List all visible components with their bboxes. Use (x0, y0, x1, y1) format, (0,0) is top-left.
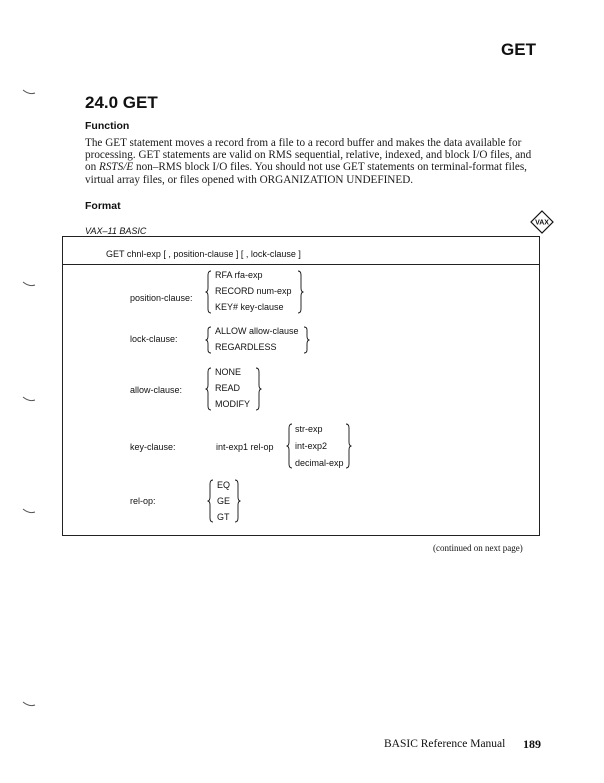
lock-clause-left-brace (205, 326, 213, 354)
binder-hole-mark (22, 700, 36, 708)
lock-option: REGARDLESS (215, 342, 277, 352)
rel-op-right-brace (233, 479, 241, 523)
allow-clause-right-brace (254, 367, 262, 411)
allow-option: READ (215, 383, 241, 393)
function-heading: Function (85, 120, 130, 132)
key-option: str-exp (295, 424, 323, 434)
key-option: int-exp2 (295, 441, 328, 451)
rel-op-option: EQ (217, 480, 231, 490)
lock-clause-right-brace (302, 326, 310, 354)
function-text-part1: The GET statement moves a record from a file to a record buffer and makes the data available for processing. GET statements are valid on RMS sequential, relative, indexed, and block I/O files, and on (85, 137, 532, 174)
binder-hole-mark (22, 507, 36, 515)
lock-option: ALLOW allow-clause (215, 326, 299, 336)
allow-clause-left-brace (205, 367, 213, 411)
allow-clause-label: allow-clause: (130, 385, 183, 395)
position-option: RFA rfa-exp (215, 270, 263, 280)
lock-clause-label: lock-clause: (130, 334, 178, 344)
platform-label: VAX–11 BASIC (85, 226, 147, 236)
position-clause-label: position-clause: (130, 293, 193, 303)
rel-op-left-brace (207, 479, 215, 523)
position-clause-right-brace (296, 270, 304, 314)
binder-hole-mark (22, 88, 36, 96)
vax-badge-label: VAX (535, 219, 549, 227)
key-clause-label: key-clause: (130, 442, 176, 452)
function-paragraph (85, 137, 540, 186)
vax-badge-icon (530, 210, 554, 234)
binder-hole-mark (22, 280, 36, 288)
key-clause-lhs: int-exp1 rel-op (216, 442, 274, 452)
allow-option: NONE (215, 367, 242, 377)
position-clause-left-brace (205, 270, 213, 314)
rsts-term: RSTS/E (98, 161, 134, 174)
rel-op-option: GT (217, 512, 230, 522)
rel-op-option: GE (217, 496, 231, 506)
key-clause-right-brace (344, 423, 352, 469)
key-clause-left-brace (286, 423, 294, 469)
key-option: decimal-exp (295, 458, 344, 468)
footer-manual-title: BASIC Reference Manual (384, 738, 506, 750)
rel-op-label: rel-op: (130, 496, 156, 506)
continued-note: (continued on next page) (433, 543, 523, 553)
position-option: KEY# key-clause (215, 302, 284, 312)
position-option: RECORD num-exp (215, 286, 292, 296)
function-text-part2: non–RMS block I/O files. You should not use GET statements on terminal-format files, virtual array files, or files opened with ORGANIZATION UNDEFINED. (85, 161, 527, 186)
allow-option: MODIFY (215, 399, 250, 409)
running-header-title: GET (501, 40, 536, 59)
binder-hole-mark (22, 395, 36, 403)
syntax-statement: GET chnl-exp [ , position-clause ] [ , lock-clause ] (106, 249, 301, 259)
format-box-divider (62, 264, 540, 265)
format-heading: Format (85, 200, 121, 212)
section-title: 24.0 GET (85, 93, 158, 112)
page-number: 189 (523, 737, 541, 751)
